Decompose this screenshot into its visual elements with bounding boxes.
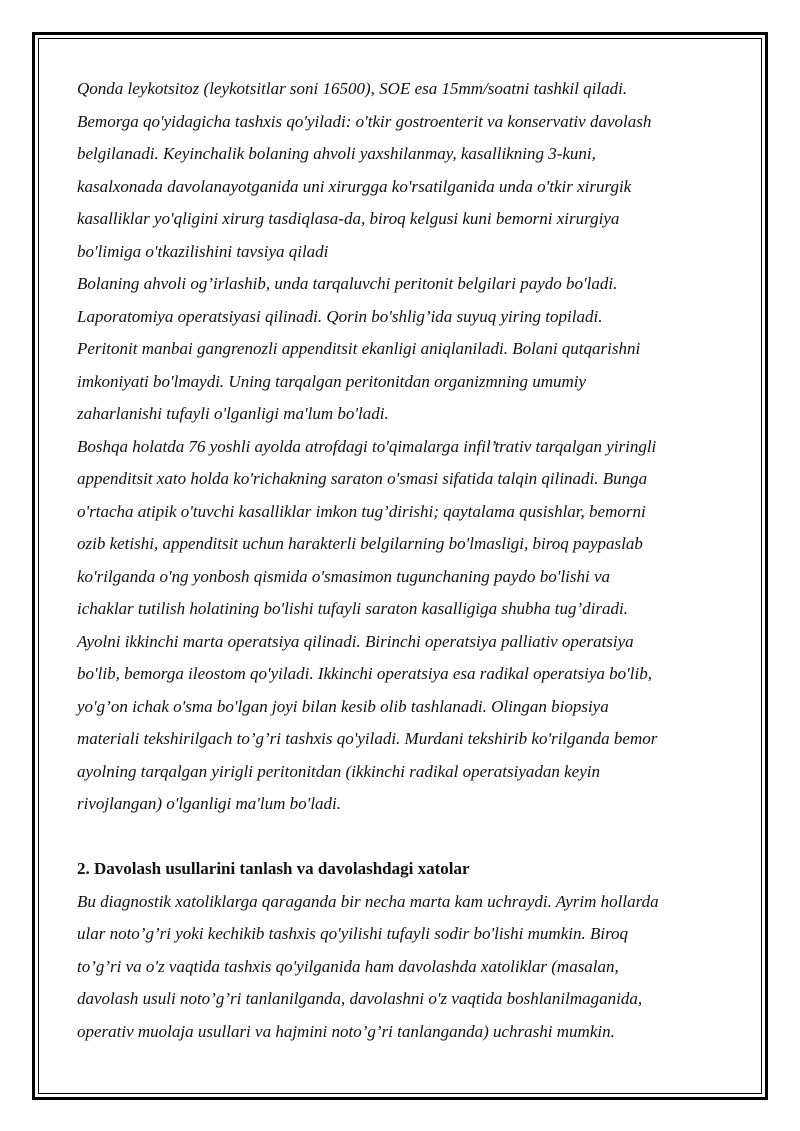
text-line: Qonda leykotsitoz (leykotsitlar soni 16500), SOE esa 15mm/soatni tashkil qiladi.: [77, 79, 628, 98]
text-line: operativ muolaja usullari va hajmini noto’g’ri tanlanganda) uchrashi mumkin.: [77, 1021, 615, 1041]
paragraph-1: [77, 73, 727, 268]
document-body: [77, 73, 727, 1048]
text-line: zaharlanishi tufayli o'lganligi ma'lum bo'ladi.: [77, 404, 389, 423]
text-line: Peritonit manbai gangrenozli appenditsit ekanligi aniqlaniladi. Bolani qutqarishni: [77, 339, 641, 358]
text-line: ko'rilganda o'ng yonbosh qismida o'smasimon tugunchaning paydo bo'lishi va: [77, 566, 611, 586]
text-line: kasalxonada davolanayotganida uni xirurgga ko'rsatilganida unda o'tkir xirurgik: [77, 176, 632, 196]
paragraph-4: [77, 886, 727, 1049]
text-line: ular noto’g’ri yoki kechikib tashxis qo'yilishi tufayli sodir bo'lishi mumkin. Biroq: [77, 924, 629, 943]
text-line: davolash usuli noto’g’ri tanlanilganda, davolashni o'z vaqtida boshlanilmaganida,: [77, 989, 643, 1008]
text-line: ayolning tarqalgan yirigli peritonitdan (ikkinchi radikal operatsiyadan keyin: [77, 761, 600, 781]
text-line: ozib ketishi, appenditsit uchun harakterli belgilarning bo'lmasligi, biroq paypaslab: [77, 534, 643, 553]
text-line: appenditsit xato holda ko'richakning saraton o'smasi sifatida talqin qilinadi. Bunga: [77, 469, 648, 488]
text-line: Ayolni ikkinchi marta operatsiya qilinadi. Birinchi operatsiya palliativ operatsiya: [77, 631, 634, 651]
text-line: Boshqa holatda 76 yoshli ayolda atrofdagi to'qimalarga infil’trativ tarqalgan yiringli: [77, 436, 657, 456]
text-line: ichaklar tutilish holatining bo'lishi tufayli saraton kasalligiga shubha tug’diradi.: [77, 599, 628, 618]
text-line: Bu diagnostik xatoliklarga qaraganda bir necha marta kam uchraydi. Ayrim hollarda: [77, 891, 659, 911]
text-line: yo'g’on ichak o'sma bo'lgan joyi bilan kesib olib tashlanadi. Olingan biopsiya: [77, 696, 609, 716]
text-line: o'rtacha atipik o'tuvchi kasalliklar imkon tug’dirishi; qaytalama qusishlar, bemorni: [77, 501, 646, 521]
text-line: kasalliklar yo'qligini xirurg tasdiqlasa-da, biroq kelgusi kuni bemorni xirurgiya: [77, 209, 620, 228]
paragraph-3: [77, 431, 727, 821]
text-line: Laporatomiya operatsiyasi qilinadi. Qorin bo'shlig’ida suyuq yiring topiladi.: [77, 306, 603, 326]
text-line: to’g’ri va o'z vaqtida tashxis qo'yilganida ham davolashda xatoliklar (masalan,: [77, 956, 619, 976]
text-line: rivojlangan) o'lganligi ma'lum bo'ladi.: [77, 794, 342, 813]
text-line: imkoniyati bo'lmaydi. Uning tarqalgan peritonitdan organizmning umumiy: [77, 371, 587, 391]
text-line: materiali tekshirilgach to’g’ri tashxis qo'yiladi. Murdani tekshirib ko'rilganda bemor: [77, 729, 658, 748]
text-line: Bolaning ahvoli og’irlashib, unda tarqaluvchi peritonit belgilari paydo bo'ladi.: [77, 274, 618, 293]
paragraph-spacer: [77, 821, 727, 854]
text-line: belgilanadi. Keyinchalik bolaning ahvoli yaxshilanmay, kasallikning 3-kuni,: [77, 144, 596, 163]
text-line: bo'lib, bemorga ileostom qo'yiladi. Ikkinchi operatsiya esa radikal operatsiya bo'lib,: [77, 664, 652, 683]
paragraph-2: [77, 268, 727, 431]
section-heading: 2. Davolash usullarini tanlash va davolashdagi xatolar: [77, 859, 470, 878]
text-line: bo'limiga o'tkazilishini tavsiya qiladi: [77, 241, 329, 261]
text-line: Bemorga qo'yidagicha tashxis qo'yiladi: o'tkir gostroenterit va konservativ davolash: [77, 111, 652, 131]
